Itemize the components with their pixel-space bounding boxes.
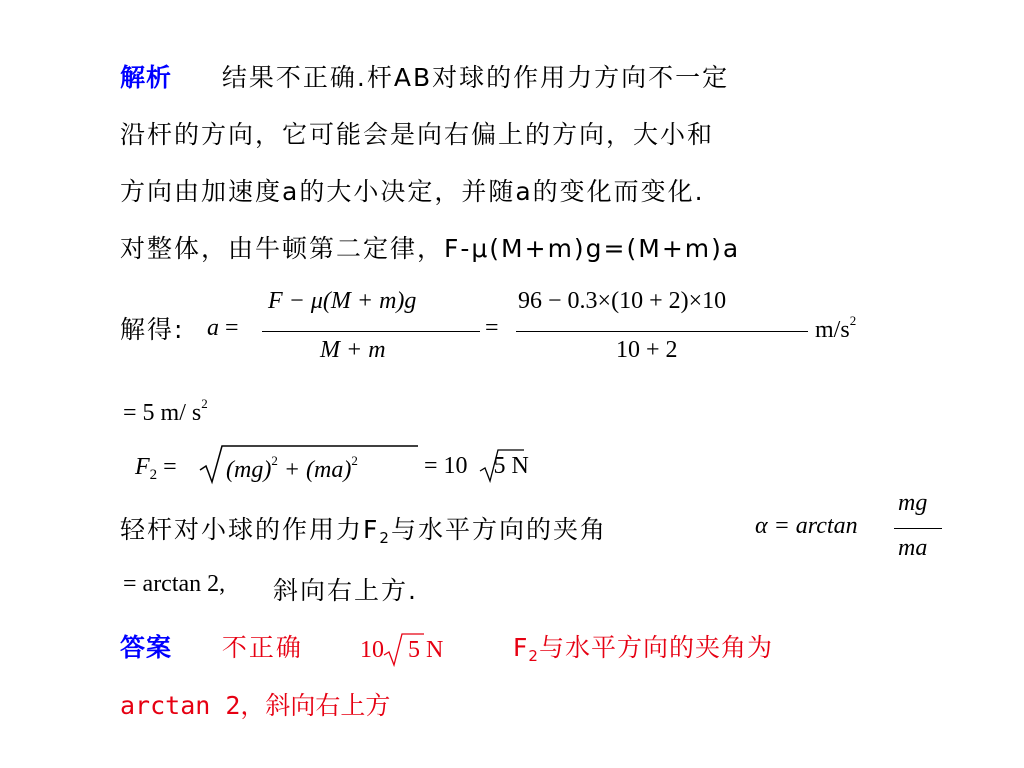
fraction-bar-1: [262, 331, 480, 332]
solve-result: = 5 m/ $s^2$: [123, 396, 208, 426]
force-lhs: $F_2$ =: [135, 454, 177, 483]
analysis-text-1: 结果不正确.杆AB对球的作用力方向不一定: [221, 63, 730, 92]
analysis-line-2: 沿杆的方向，它可能会是向右偏上的方向，大小和: [120, 120, 715, 149]
analysis-line-1: [120, 58, 729, 94]
angle-line-2-text: 斜向右上方.: [273, 576, 418, 605]
solve-lhs: a =: [207, 315, 239, 341]
force-radicand: (mg)$^2$ + (ma)$^2$: [226, 453, 358, 483]
fraction-bar-2: [516, 331, 808, 332]
sqrt-sign-icon: [382, 631, 426, 669]
analysis-label: 解析: [120, 63, 173, 92]
answer-part-2: 10 5 N: [360, 637, 444, 663]
solve-unit: $m/s^2$: [815, 313, 857, 343]
answer-label: 答案: [120, 633, 173, 662]
angle-denominator: ma: [898, 535, 928, 561]
solve-denominator-2: 10 + 2: [616, 337, 678, 363]
fraction-bar-3: [894, 528, 942, 529]
solve-numerator-1: F − μ(M + m)g: [268, 288, 417, 314]
analysis-line-4: 对整体，由牛顿第二定律，F-μ(M+m)g=(M+m)a: [120, 234, 741, 263]
sqrt-sign-icon: [478, 447, 526, 485]
answer-line-2: arctan 2，斜向右上方: [120, 691, 391, 720]
solve-label: 解得:: [120, 315, 185, 344]
force-rhs: = 10 5 N: [424, 453, 529, 479]
solve-equals: =: [485, 315, 499, 341]
solve-denominator-1: M + m: [320, 337, 386, 363]
answer-part-1: 不正确: [221, 633, 303, 662]
angle-numerator: mg: [898, 490, 928, 516]
angle-lhs: α = arctan: [755, 513, 858, 539]
angle-line-2-math: = arctan 2,: [123, 571, 226, 597]
solve-numerator-2: 96 − 0.3×(10 + 2)×10: [518, 288, 727, 314]
angle-text: 轻杆对小球的作用力$F_2$与水平方向的夹角: [120, 515, 607, 547]
answer-line-1: [120, 628, 303, 664]
answer-part-3: $F_2$与水平方向的夹角为: [513, 633, 773, 665]
analysis-line-3: 方向由加速度a的大小决定，并随a的变化而变化.: [120, 177, 705, 206]
